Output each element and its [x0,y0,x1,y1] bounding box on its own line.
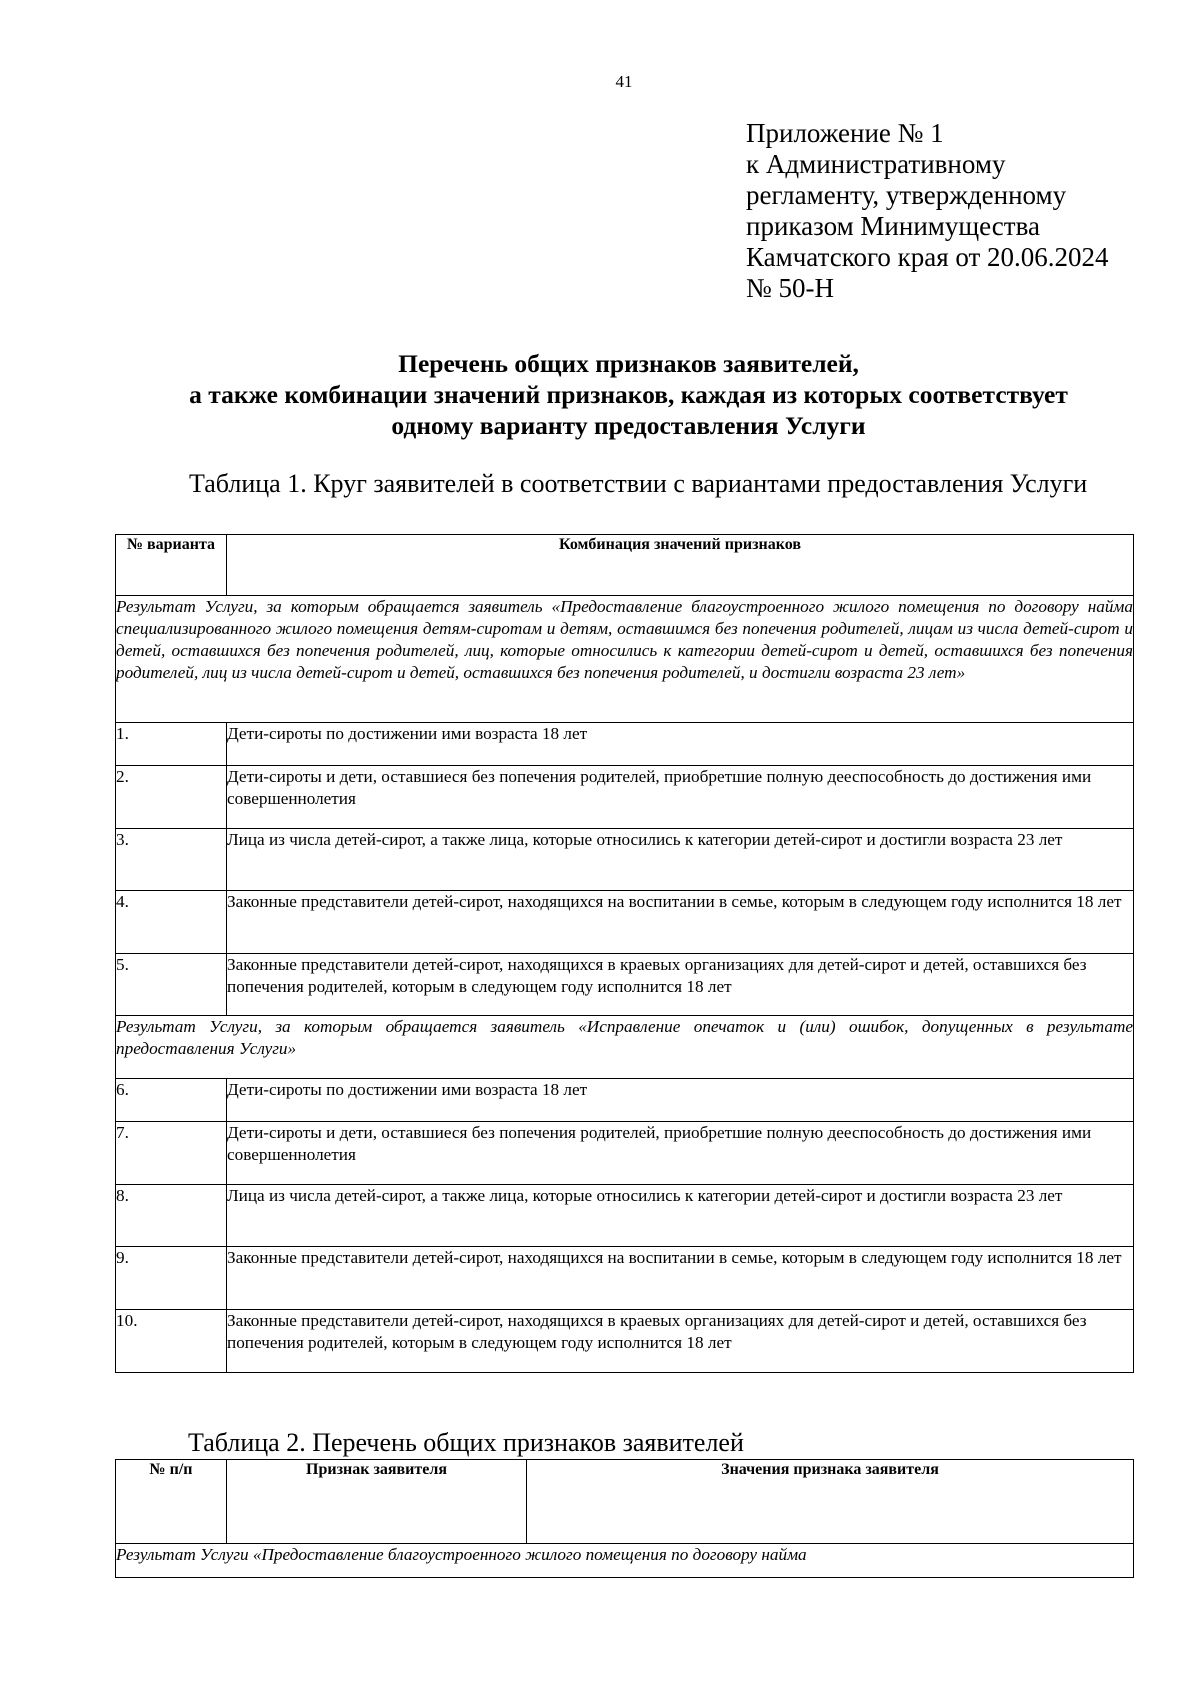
variant-number: 4. [116,891,227,954]
variant-number: 5. [116,954,227,1016]
attribute-header: Признак заявителя [227,1460,527,1544]
variant-description: Дети-сироты по достижении ими возраста 18 лет [227,1079,1134,1122]
table1-caption: Таблица 1. Круг заявителей в соответствии с вариантами предоставления Услуги [189,469,1088,498]
combination-header: Комбинация значений признаков [227,535,1134,596]
variant-number: 6. [116,1079,227,1122]
appendix-line: № 50-Н [746,273,835,303]
variant-number: 7. [116,1122,227,1185]
result-group-row [116,1016,1134,1079]
table-row [116,1122,1134,1185]
applicants-variants-table [115,534,1134,1373]
page-number: 41 [615,72,633,91]
title-line: одному варианту предоставления Услуги [391,411,866,440]
appendix-line: регламенту, утвержденному [746,180,1067,210]
appendix-reference [746,118,1109,304]
variant-description: Законные представители детей-сирот, находящихся на воспитании в семье, которым в следующем году исполнится 18 лет [227,891,1134,954]
applicant-attributes-table [115,1459,1134,1578]
result-group-text: Результат Услуги «Предоставление благоустроенного жилого помещения по договору найма [116,1544,1134,1578]
variant-description: Дети-сироты и дети, оставшиеся без попечения родителей, приобретшие полную дееспособность до достижения ими совершеннолетия [227,1122,1134,1185]
variant-number: 8. [116,1185,227,1247]
table-header-row [116,535,1134,596]
table-row [116,954,1134,1016]
variant-description: Законные представители детей-сирот, находящихся в краевых организациях для детей-сирот и детей, оставшихся без попечения родителей, которым в следующем году исполнится 18 лет [227,1310,1134,1373]
table-row [116,1185,1134,1247]
result-group-text: Результат Услуги, за которым обращается заявитель «Предоставление благоустроенного жилого помещения по договору найма специализированного жилого помещения детям-сиротам и детям, оставшимся без попечения родителей, лицам из числа детей-сирот и детей, оставшихся без попечения родителей, лиц, которые относились к категории детей-сирот и детей, оставшихся без попечения родителей, лиц из числа детей-сирот и детей, оставшихся без попечения родителей, и достигли возраста 23 лет» [116,596,1134,723]
variant-description: Лица из числа детей-сирот, а также лица, которые относились к категории детей-сирот и достигли возраста 23 лет [227,1185,1134,1247]
variant-number-header: № варианта [116,535,227,596]
result-group-row [116,596,1134,723]
result-group-row [116,1544,1134,1578]
title-line: Перечень общих признаков заявителей, [398,349,859,378]
variant-description: Дети-сироты и дети, оставшиеся без попечения родителей, приобретшие полную дееспособность до достижения ими совершеннолетия [227,766,1134,829]
appendix-line: Приложение № 1 [746,118,944,148]
variant-description: Законные представители детей-сирот, находящихся на воспитании в семье, которым в следующем году исполнится 18 лет [227,1247,1134,1310]
document-title [116,348,1141,441]
table-row [116,723,1134,766]
table-row [116,766,1134,829]
variant-number: 1. [116,723,227,766]
variant-number: 9. [116,1247,227,1310]
appendix-line: приказом Минимущества [746,211,1040,241]
row-number-header: № п/п [116,1460,227,1544]
attribute-values-header: Значения признака заявителя [527,1460,1134,1544]
result-group-text: Результат Услуги, за которым обращается заявитель «Исправление опечаток и (или) ошибок, допущенных в результате предоставления Услуги» [116,1016,1134,1079]
appendix-line: Камчатского края от 20.06.2024 [746,242,1109,272]
appendix-line: к Административному [746,149,1006,179]
variant-number: 2. [116,766,227,829]
table-row [116,829,1134,891]
variant-description: Дети-сироты по достижении ими возраста 18 лет [227,723,1134,766]
table-header-row [116,1460,1134,1544]
table-row [116,891,1134,954]
table-row [116,1310,1134,1373]
variant-number: 3. [116,829,227,891]
variant-description: Законные представители детей-сирот, находящихся в краевых организациях для детей-сирот и детей, оставшихся без попечения родителей, которым в следующем году исполнится 18 лет [227,954,1134,1016]
title-line: а также комбинации значений признаков, каждая из которых соответствует [189,380,1068,409]
variant-description: Лица из числа детей-сирот, а также лица, которые относились к категории детей-сирот и достигли возраста 23 лет [227,829,1134,891]
table-row [116,1247,1134,1310]
table-row [116,1079,1134,1122]
variant-number: 10. [116,1310,227,1373]
table2-caption: Таблица 2. Перечень общих признаков заявителей [188,1428,744,1457]
